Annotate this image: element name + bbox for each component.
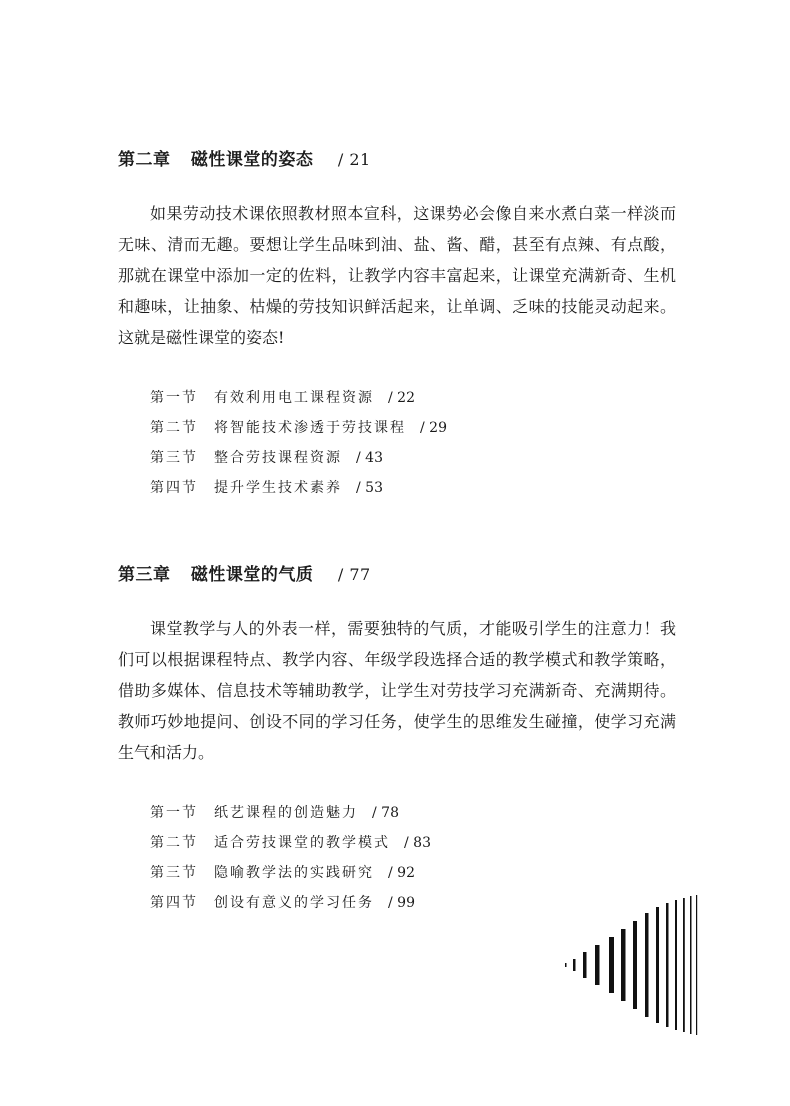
chapter-number: 第二章: [118, 150, 171, 170]
chapter-3: [118, 560, 678, 918]
section-list: [118, 383, 678, 503]
fan-stripe: [675, 900, 677, 1030]
section-number: 第三节: [150, 865, 198, 881]
chapter-number: 第三章: [118, 565, 171, 585]
chapter-title: 磁性课堂的气质: [190, 565, 314, 585]
chapter-title: 磁性课堂的姿态: [190, 150, 314, 170]
section-item[interactable]: [150, 798, 678, 828]
chapter-heading[interactable]: [118, 145, 678, 170]
section-page: / 99: [388, 895, 415, 911]
section-item[interactable]: [150, 413, 678, 443]
section-number: 第三节: [150, 450, 198, 466]
chapter-2: [118, 145, 678, 503]
section-title: 隐喻教学法的实践研究: [214, 865, 374, 881]
section-title: 适合劳技课堂的教学模式: [214, 835, 390, 851]
fan-stripe: [573, 959, 576, 971]
section-number: 第一节: [150, 390, 198, 406]
fan-stripe: [565, 963, 567, 967]
fan-stripe: [621, 929, 626, 1001]
chapter-intro: 如果劳动技术课依照教材照本宣科，这课势必会像自来水煮白菜一样淡而无味、清而无趣。要想让学生品味到油、盐、酱、醋，甚至有点辣、有点酸，那就在课堂中添加一定的佐料，让教学内容丰富起来，让课堂充满新奇、生机和趣味，让抽象、枯燥的劳技知识鲜活起来，让单调、乏味的技能灵动起来。这就是磁性课堂的姿态!: [118, 204, 676, 347]
section-number: 第二节: [150, 835, 198, 851]
fan-stripe: [696, 895, 697, 1035]
section-item[interactable]: [150, 473, 678, 503]
section-number: 第二节: [150, 420, 198, 436]
fan-stripe: [583, 952, 587, 978]
chapter-intro: 课堂教学与人的外表一样，需要独特的气质，才能吸引学生的注意力！我们可以根据课程特点、教学内容、年级学段选择合适的教学模式和教学策略，借助多媒体、信息技术等辅助教学，让学生对劳技学习充满新奇、充满期待。教师巧妙地提问、创设不同的学习任务，使学生的思维发生碰撞，使学习充满生气和活力。: [118, 619, 676, 762]
section-item[interactable]: [150, 443, 678, 473]
section-item[interactable]: [150, 858, 678, 888]
fan-stripe: [683, 898, 685, 1032]
fan-stripe: [656, 907, 659, 1023]
striped-fan-icon: [555, 895, 715, 1045]
fan-stripe: [633, 921, 637, 1009]
section-title: 整合劳技课程资源: [214, 450, 342, 466]
section-page: / 29: [420, 420, 447, 436]
section-page: / 53: [356, 480, 383, 496]
chapter-heading[interactable]: [118, 560, 678, 585]
section-number: 第一节: [150, 805, 198, 821]
section-item[interactable]: [150, 828, 678, 858]
chapter-page: / 21: [337, 150, 371, 169]
section-title: 有效利用电工课程资源: [214, 390, 374, 406]
section-page: / 22: [388, 390, 415, 406]
section-item[interactable]: [150, 383, 678, 413]
fan-stripe: [690, 896, 692, 1034]
section-page: / 92: [388, 865, 415, 881]
fan-stripe: [609, 937, 614, 993]
section-number: 第四节: [150, 895, 198, 911]
section-title: 纸艺课程的创造魅力: [214, 805, 358, 821]
fan-stripe: [645, 913, 649, 1017]
fan-stripe: [595, 945, 600, 985]
fan-stripe: [666, 903, 669, 1027]
section-page: / 43: [356, 450, 383, 466]
section-page: / 78: [372, 805, 399, 821]
section-title: 提升学生技术素养: [214, 480, 342, 496]
section-title: 将智能技术渗透于劳技课程: [214, 420, 406, 436]
section-page: / 83: [404, 835, 431, 851]
section-number: 第四节: [150, 480, 198, 496]
section-title: 创设有意义的学习任务: [214, 895, 374, 911]
chapter-page: / 77: [337, 565, 371, 584]
